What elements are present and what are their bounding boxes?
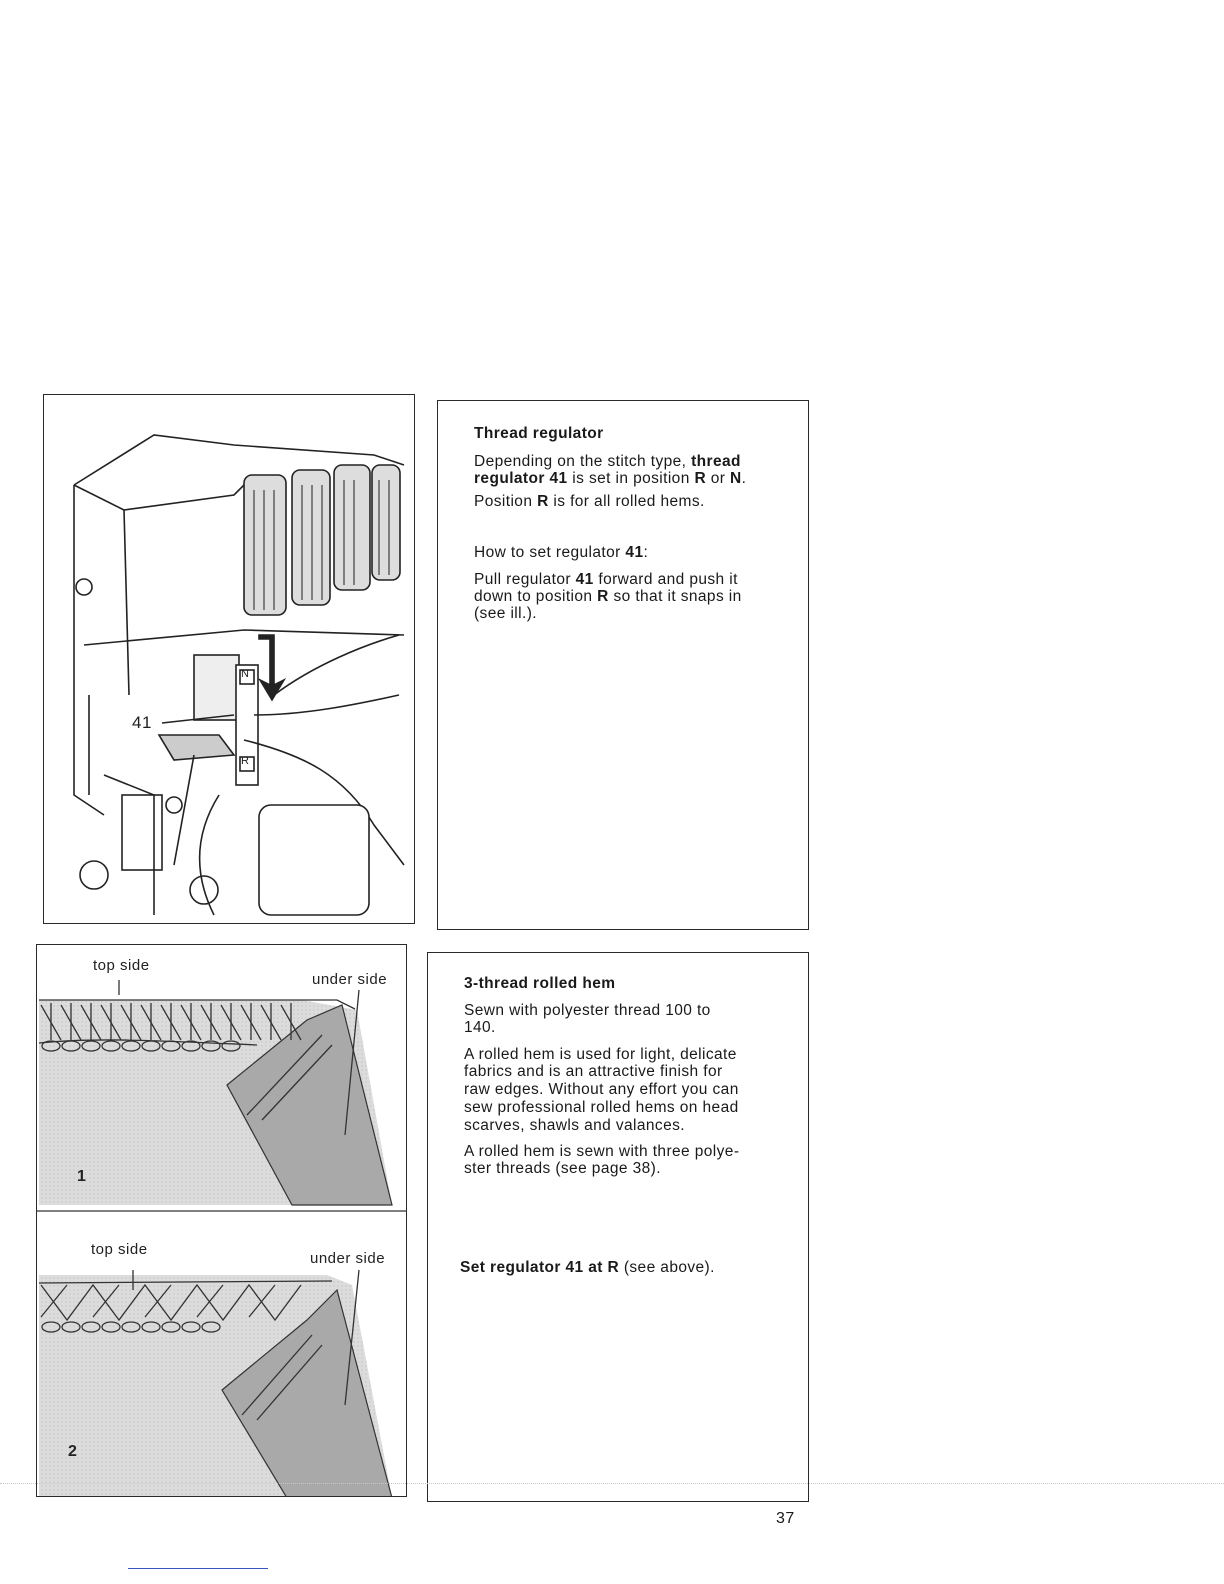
hem1-number: 1: [77, 1168, 86, 1185]
pull-line-3: (see ill.).: [474, 605, 537, 622]
scan-edge-rule: [0, 1483, 1224, 1484]
p1-line-2: 140.: [464, 1019, 496, 1036]
p2-line-5: scarves, shawls and valances.: [464, 1117, 685, 1134]
p2-line-3: raw edges. Without any effort you can: [464, 1081, 739, 1098]
hem-drawings: [37, 945, 407, 1497]
hem2-top-side-label: top side: [91, 1241, 148, 1258]
switch-label-n: N: [241, 668, 250, 680]
rolled-hem-panel: [427, 952, 809, 1502]
regulator-line-3: Position R is for all rolled hems.: [474, 493, 705, 510]
hem1-under-side-label: under side: [312, 971, 388, 988]
page-number: 37: [776, 1510, 795, 1527]
machine-drawing: [44, 395, 415, 924]
hem2-under-side-label: under side: [310, 1250, 386, 1267]
howto-heading: How to set regulator 41:: [474, 544, 649, 561]
rolled-hem-title: 3-thread rolled hem: [464, 975, 616, 992]
machine-illustration-panel: [43, 394, 415, 924]
p2-line-1: A rolled hem is used for light, delicate: [464, 1046, 737, 1063]
regulator-line-2: regulator 41 is set in position R or N.: [474, 470, 747, 487]
p3-line-2: ster threads (see page 38).: [464, 1160, 661, 1177]
thread-regulator-title: Thread regulator: [474, 425, 604, 442]
set-regulator-line: Set regulator 41 at R (see above).: [460, 1259, 715, 1276]
p3-line-1: A rolled hem is sewn with three polye-: [464, 1143, 740, 1160]
p2-line-2: fabrics and is an attractive finish for: [464, 1063, 723, 1080]
hem2-number: 2: [68, 1443, 77, 1460]
callout-41: 41: [132, 713, 152, 732]
hem1-top-side-label: top side: [93, 957, 150, 974]
pull-line-1: Pull regulator 41 forward and push it: [474, 571, 738, 588]
p1-line-1: Sewn with polyester thread 100 to: [464, 1002, 711, 1019]
hem-illustrations-panel: [36, 944, 407, 1497]
thread-regulator-panel: [437, 400, 809, 930]
p2-line-4: sew professional rolled hems on head: [464, 1099, 739, 1116]
footer-underline: [128, 1568, 268, 1569]
pull-line-2: down to position R so that it snaps in: [474, 588, 742, 605]
switch-label-r: R: [241, 755, 250, 767]
regulator-line-1: Depending on the stitch type, thread: [474, 453, 741, 470]
